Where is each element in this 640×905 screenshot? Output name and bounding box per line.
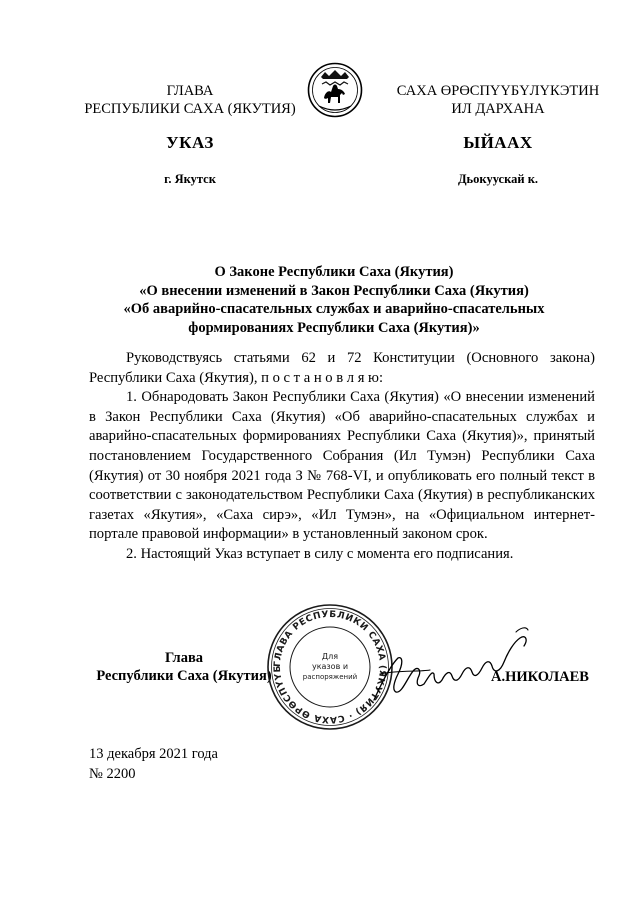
signatory-title-line1: Глава [164,650,204,666]
seal-center-line2: указов и [311,662,349,671]
handwritten-signature [368,612,548,712]
item-1-paragraph: 1. Обнародовать Закон Республики Саха (Якутия) «О внесении изменений в Закон Республики Саха (Якутия) «Об аварийно-спасательных службах и аварийно-спасательных формированиях Республики Саха (Якутия)», принятый постановлением Государственного Собрания (Ил Тумэн) Республики Саха (Якутия) от 30 ноября 2021 года З № 768-VI, и опубликовать его полный текст в соответствии с законодательством Республики Саха (Якутия) в республиканских газетах «Якутия», «Саха сирэ», «Ил Тумэн», на «Официальном интернет-портале правовой информации» в установленный законом срок. [89,389,595,543]
item-2-paragraph: 2. Настоящий Указ вступает в силу с момента его подписания. [126,545,514,562]
city-right: Дьокуускай к. [457,172,539,186]
seal-ring-text: ГЛАВА РЕСПУБЛИКИ САХА (ЯКУТИЯ) · САХА ӨРӨСПҮҮБ [272,609,388,725]
seal-center-line3: распоряжений [302,673,358,681]
signatory-name: А.НИКОЛАЕВ [491,669,589,685]
signatory-title-line2: Республики Саха (Якутия) [96,668,272,684]
doc-type-right: ЫЙААХ [463,133,533,152]
title-line2: «О внесении изменений в Закон Республики Саха (Якутия) [139,282,529,299]
title-line1: О Законе Республики Саха (Якутия) [214,264,454,280]
city-left: г. Якутск [164,172,216,186]
header-right-line1: САХА ӨРӨСПҮҮБҮЛҮКЭТИН [396,83,600,99]
header-left-line1: ГЛАВА [166,83,214,99]
document-footer [89,744,218,784]
title-line3: «Об аварийно-спасательных службах и аварийно-спасательных [123,301,545,317]
intro-paragraph [89,349,595,388]
header-left [80,82,300,118]
title-line4: формированиях Республики Саха (Якутия)» [188,319,480,336]
header-left-line2: РЕСПУБЛИКИ САХА (ЯКУТИЯ) [84,101,296,117]
document-title [60,263,608,337]
intro-text: Руководствуясь статьями 62 и 72 Конституции (Основного закона) Республики Саха (Якутия), [89,350,595,386]
header-right [378,82,618,118]
decree-date: 13 декабря 2021 года [89,746,218,762]
intro-resolve: п о с т а н о в л я ю: [261,369,384,386]
signatory-title [89,649,279,685]
document-body [89,349,595,565]
decree-number: № 2200 [89,766,136,782]
coat-of-arms-emblem [307,62,363,118]
seal-center-line1: Для [321,652,339,661]
doc-type-left: УКАЗ [166,133,214,152]
header-right-line2: ИЛ ДАРХАНА [451,101,545,117]
